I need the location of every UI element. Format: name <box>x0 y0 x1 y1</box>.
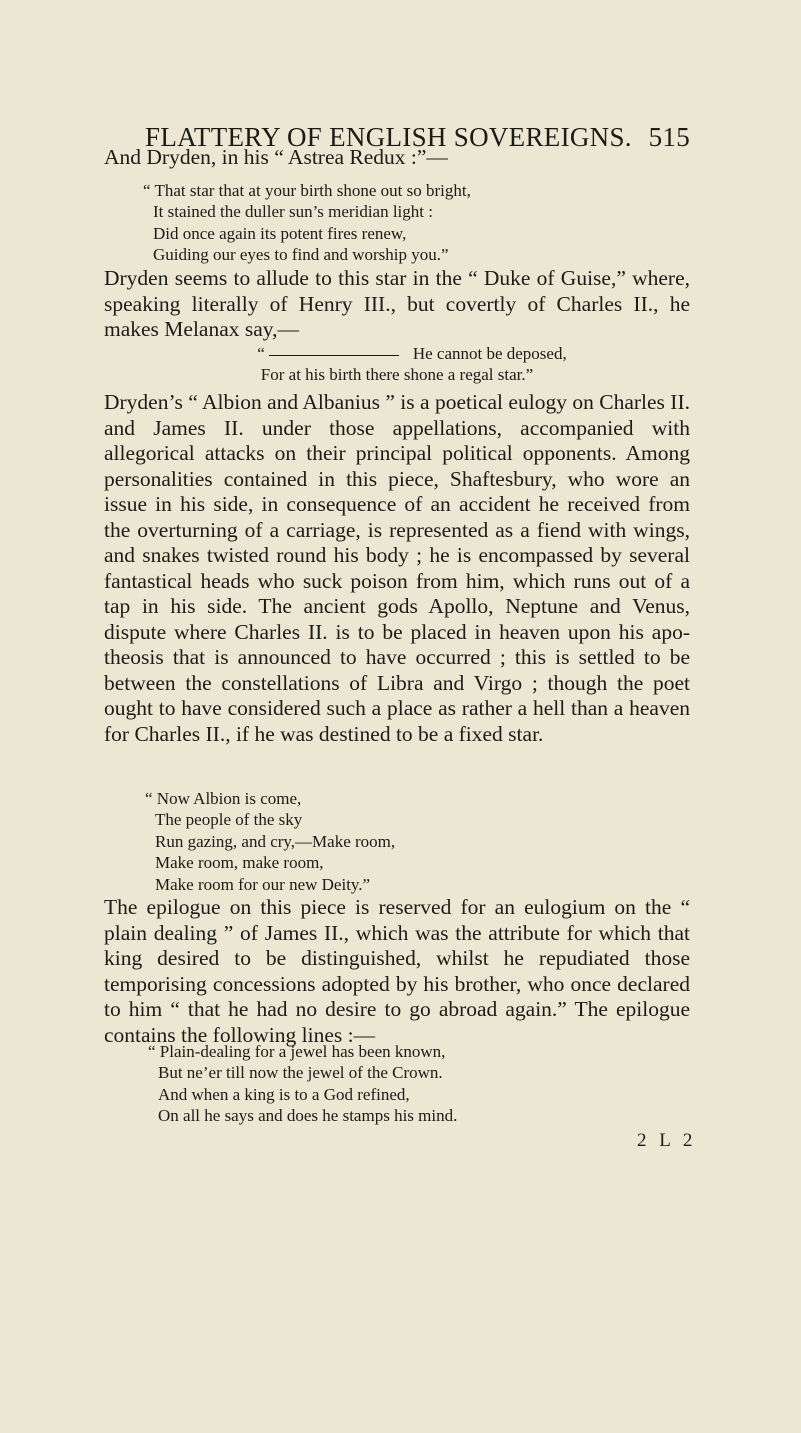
quote-regal-star <box>104 343 690 386</box>
verse-line: Make room for our new Deity.” <box>155 874 371 894</box>
paragraph-albion-and-albanius <box>104 390 690 747</box>
paragraph-text: And Dryden, in his “ Astrea Redux :”— <box>104 145 448 169</box>
verse-line: “ Now Albion is come, <box>145 789 302 808</box>
verse-albion <box>145 788 395 895</box>
verse-line: Run gazing, and cry,—Make room, <box>155 831 396 851</box>
omission-rule <box>269 355 399 356</box>
verse-line: “ Plain-dealing for a jewel has been known, <box>148 1042 446 1061</box>
paragraph-duke-of-guise <box>104 266 690 343</box>
verse-plain-dealing <box>148 1041 457 1127</box>
paragraph-intro <box>104 145 690 171</box>
paragraph-epilogue <box>104 895 690 1048</box>
verse-line: On all he says and does he stamps his mind. <box>158 1106 458 1126</box>
quote-text: He cannot be deposed, <box>412 344 567 363</box>
verse-line: “ That star that at your birth shone out so bright, <box>143 181 471 200</box>
quote-line <box>104 343 690 364</box>
open-quote-mark: “ <box>257 344 265 363</box>
verse-line: Guiding our eyes to find and worship you.” <box>153 245 449 265</box>
verse-line: The people of the sky <box>155 810 303 830</box>
signature-mark: 2 L 2 <box>637 1130 697 1151</box>
verse-line: But ne’er till now the jewel of the Crown. <box>158 1063 443 1083</box>
verse-astrea-redux <box>143 180 471 266</box>
paragraph-text: The epilogue on this piece is reserved for an eulogium on the “ plain dealing ” of James II., which was the attribute for which that king desired to be distinguished, whilst he repudiated those temporising concessions adopted by his brother, who once declared to him “ that he had no desire to go abroad again.” The epilogue contains the following lines :— <box>104 895 690 1047</box>
page-number: 515 <box>648 122 690 152</box>
verse-line: And when a king is to a God refined, <box>158 1084 410 1104</box>
verse-line: It stained the duller sun’s meridian light : <box>153 202 433 222</box>
paragraph-text: Dryden seems to allude to this star in the “ Duke of Guise,” where, speaking literally of Henry III., but covertly of Charles II., he makes Melanax say,— <box>104 266 690 341</box>
verse-line: Did once again its potent fires renew, <box>153 223 407 243</box>
paragraph-text: Dryden’s “ Albion and Albanius ” is a poetical eulogy on Charles II. and James II. under those appellations, accompanied with allegorical attacks on their principal political opponents. Among personalities contained in this piece, Shaftesbury, who wore an issue in his side, in consequence of an accident he received from the overturning of a carriage, is represented as a fiend with wings, and snakes twisted round his body ; he is encompassed by several fantastical heads who suck poison from him, which runs out of a tap in his side. The ancient gods Apollo, Neptune and Venus, dispute where Charles II. is to be placed in heaven upon his apo- theosis that is announced to have occurred ; this is settled to be between the constellations of Libra and Virgo ; though the poet ought to have considered such a place as rather a hell than a heaven for Charles II., if he was destined to be a fixed star. <box>104 390 690 746</box>
running-title: FLATTERY OF ENGLISH SOVEREIGNS. <box>145 122 632 152</box>
quote-line: For at his birth there shone a regal star.” <box>260 365 534 385</box>
verse-line: Make room, make room, <box>155 853 324 873</box>
